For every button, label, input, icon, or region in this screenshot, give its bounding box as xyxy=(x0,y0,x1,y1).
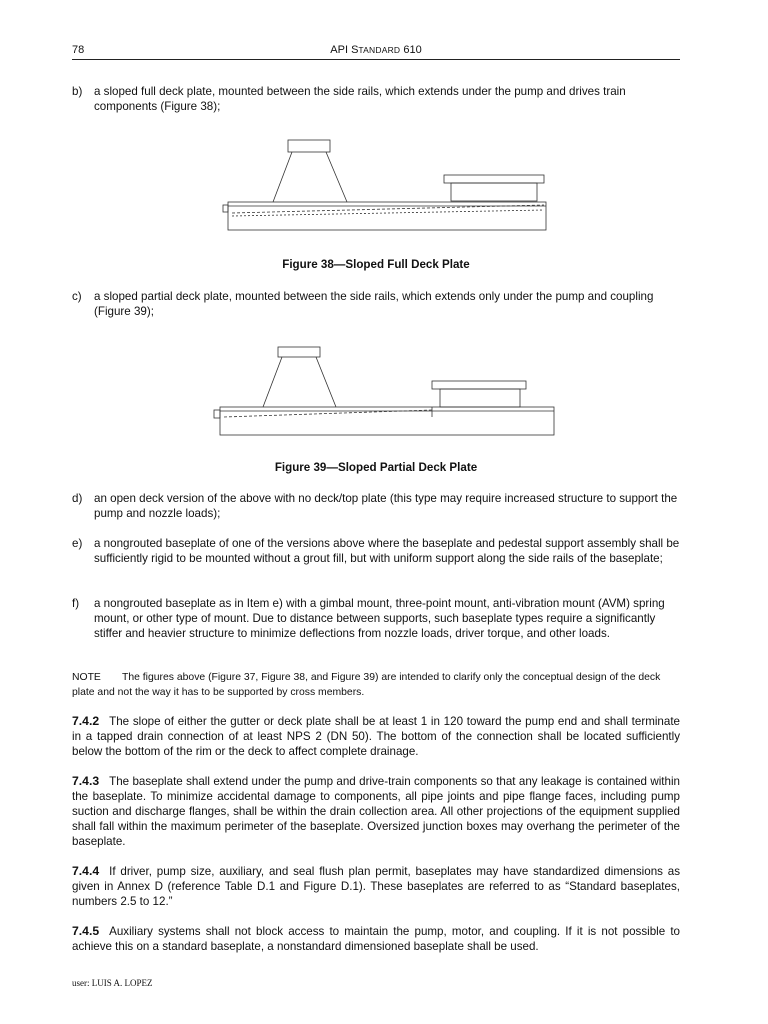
list-item-f xyxy=(72,596,680,641)
driver-pedestal xyxy=(451,183,537,201)
figure-38-caption: Figure 38—Sloped Full Deck Plate xyxy=(282,258,470,271)
header-title-number: 610 xyxy=(403,44,422,56)
list-label: e) xyxy=(72,537,83,550)
section-text: The baseplate shall extend under the pump and drive-train components so that any leakage is contained within the baseplate. To minimize accidental damage to components, all pipe joints and pipe flange faces, including pump suction and discharge flanges, shall be within the drain collection area. All other projections of the equipment supplied shall fall within the maximum perimeter of the baseplate. Oversized junction boxes may overhang the perimeter of the baseplate. xyxy=(72,775,680,848)
section-number: 7.4.4 xyxy=(72,864,100,878)
pump-support-left xyxy=(263,357,282,407)
section-7-4-5 xyxy=(72,924,680,954)
sloped-full-deck-plate-diagram xyxy=(222,138,548,234)
list-label: f) xyxy=(72,597,80,610)
pump-top-block xyxy=(288,140,330,152)
note-label: NOTE xyxy=(72,672,101,683)
figure-39-drawing xyxy=(212,345,558,439)
list-item-d xyxy=(72,491,680,521)
list-item-e xyxy=(72,536,680,566)
section-7-4-2 xyxy=(72,714,680,759)
driver-pedestal xyxy=(440,389,520,407)
drain-connection xyxy=(223,205,228,212)
figure-39-caption: Figure 39—Sloped Partial Deck Plate xyxy=(274,461,478,474)
footer-user: user: LUIS A. LOPEZ xyxy=(72,978,153,988)
section-7-4-4 xyxy=(72,864,680,909)
list-label: d) xyxy=(72,492,83,505)
header-title-prefix: API S xyxy=(330,44,359,56)
pump-top-block xyxy=(278,347,320,357)
page-header xyxy=(72,43,680,60)
list-label: b) xyxy=(72,85,83,98)
section-text: If driver, pump size, auxiliary, and seal flush plan permit, baseplates may have standardized dimensions as given in Annex D (reference Table D.1 and Figure D.1). These baseplates are referred to as “Standard baseplates, numbers 2.5 to 12.” xyxy=(72,865,680,908)
section-number: 7.4.5 xyxy=(72,924,100,938)
list-text: an open deck version of the above with no deck/top plate (this type may require increased structure to support the pump and nozzle loads); xyxy=(94,492,678,520)
section-text: Auxiliary systems shall not block access to maintain the pump, motor, and coupling. If it is not possible to achieve this on a standard baseplate, a nonstandard dimensioned baseplate shall be used. xyxy=(72,925,680,953)
driver-plate xyxy=(432,381,526,389)
list-text: a nongrouted baseplate as in Item e) with a gimbal mount, three-point mount, anti-vibration mount (AVM) spring mount, or other type of mount. Due to distance between supports, such baseplate types require a significantly stiffer and heavier structure to minimize deflections from nozzle loads, driver torque, and other loads. xyxy=(94,597,665,640)
pump-support-right xyxy=(326,152,347,202)
note-text: The figures above (Figure 37, Figure 38, and Figure 39) are intended to clarify only the conceptual design of the deck plate and not the way it has to be supported by cross members. xyxy=(72,672,661,698)
header-title xyxy=(72,44,680,56)
list-item-b xyxy=(72,84,680,114)
list-label: c) xyxy=(72,290,82,303)
list-item-c xyxy=(72,289,680,319)
list-text: a nongrouted baseplate of one of the versions above where the baseplate and pedestal support assembly shall be sufficiently rigid to be mounted without a grout fill, but with uniform support along the side rails of the baseplate; xyxy=(94,537,680,565)
driver-plate xyxy=(444,175,544,183)
section-7-4-3 xyxy=(72,774,680,849)
pump-support-right xyxy=(316,357,336,407)
pump-support-left xyxy=(273,152,292,202)
sloped-partial-deck-plate-diagram xyxy=(212,345,558,439)
drain-connection xyxy=(214,410,220,418)
figure-38-drawing xyxy=(222,138,548,234)
list-text: a sloped partial deck plate, mounted between the side rails, which extends only under the pump and coupling (Figure 39); xyxy=(94,290,654,318)
section-number: 7.4.3 xyxy=(72,774,100,788)
note-block xyxy=(72,670,680,700)
header-title-smallcaps: TANDARD xyxy=(358,45,401,55)
page-number: 78 xyxy=(72,44,85,56)
section-text: The slope of either the gutter or deck plate shall be at least 1 in 120 toward the pump end and shall terminate in a tapped drain connection of at least NPS 2 (DN 50). The bottom of the connection shall be located sufficiently below the bottom of the rim or the deck to affect complete drainage. xyxy=(72,715,680,758)
section-number: 7.4.2 xyxy=(72,714,100,728)
deck-hidden-line xyxy=(232,210,544,216)
list-text: a sloped full deck plate, mounted between the side rails, which extends under the pump and drives train components (Figure 38); xyxy=(94,85,626,113)
